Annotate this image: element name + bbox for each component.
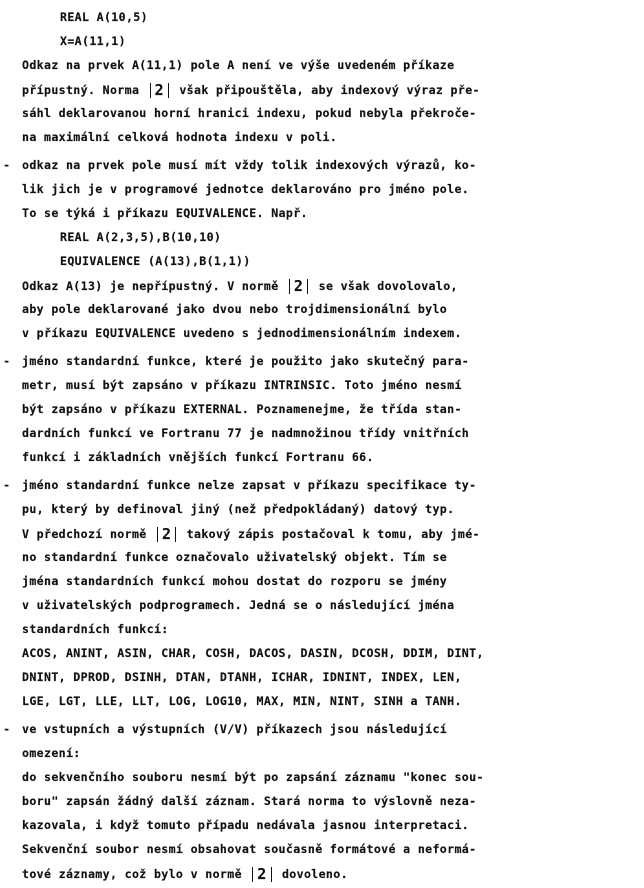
reference-bracket: 2 [150,83,169,98]
code-line: REAL A(2,3,5),B(10,10) [60,230,222,244]
text-line: omezení: [22,746,81,760]
text-line: v příkazu EQUIVALENCE uvedeno s jednodimensionálním indexem. [22,326,462,340]
code-line: EQUIVALENCE (A(13),B(1,1)) [60,254,251,268]
text-line: sáhl deklarovanou horní hranici indexu, pokud nebyla překroče- [22,106,477,120]
text-line: V předchozí normě 2 takový zápis postačoval k tomu, aby jmé- [22,525,480,543]
text-line: kazovala, i když tomuto případu nedávala jasnou interpretaci. [22,818,470,832]
list-dash: - [3,354,11,368]
text-line: v uživatelských podprogramech. Jedná se o následující jména [22,598,455,612]
text-line: odkaz na prvek pole musí mít vždy tolik indexových výrazů, ko- [22,158,477,172]
reference-bracket: 2 [252,867,271,882]
text-line: lik jich je v programové jednotce deklarováno pro jméno pole. [22,182,470,196]
text-line: boru" zapsán žádný další záznam. Stará norma to výslovně neza- [22,794,477,808]
list-dash: - [3,158,11,172]
text-line: metr, musí být zapsáno v příkazu INTRINSIC. Toto jméno nesmí [22,378,462,392]
code-line: X=A(11,1) [60,34,126,48]
text-line: přípustný. Norma 2 však připouštěla, aby indexový výraz pře- [22,81,480,99]
text-line: jméno standardní funkce nelze zapsat v příkazu specifikace ty- [22,478,477,492]
text-line: no standardní funkce označovalo uživatelský objekt. Tím se [22,550,448,564]
text-line: pu, který by definoval jiný (než předpokládaný) datový typ. [22,502,455,516]
function-list-line: ACOS, ANINT, ASIN, CHAR, COSH, DACOS, DASIN, DCOSH, DDIM, DINT, [22,646,484,660]
list-dash: - [3,478,11,492]
text-line: na maximální celková hodnota indexu v poli. [22,130,338,144]
text-line: do sekvenčního souboru nesmí být po zapsání záznamu "konec sou- [22,770,484,784]
reference-bracket: 2 [157,527,176,542]
text-line: Sekvenční soubor nesmí obsahovat současně formátové a neformá- [22,842,477,856]
text-line: ve vstupních a výstupních (V/V) příkazech jsou následující [22,722,448,736]
text-line: aby pole deklarované jako dvou nebo trojdimensionální bylo [22,302,448,316]
function-list-line: DNINT, DPROD, DSINH, DTAN, DTANH, ICHAR, IDNINT, INDEX, LEN, [22,670,462,684]
text-line: dardních funkcí ve Fortranu 77 je nadmnožinou třídy vnitřních [22,426,470,440]
text-line: To se týká i příkazu EQUIVALENCE. Např. [22,206,308,220]
text-line: funkcí i základních vnějších funkcí Fortranu 66. [22,450,374,464]
code-line: REAL A(10,5) [60,10,148,24]
text-line: Odkaz A(13) je nepřípustný. V normě 2 se však dovolovalo, [22,277,458,295]
text-line: jméno standardní funkce, které je použito jako skutečný para- [22,354,470,368]
function-list-line: LGE, LGT, LLE, LLT, LOG, LOG10, MAX, MIN, NINT, SINH a TANH. [22,694,462,708]
text-line: být zapsáno v příkazu EXTERNAL. Poznamenejme, že třída stan- [22,402,462,416]
text-line: Odkaz na prvek A(11,1) pole A není ve výše uvedeném příkaze [22,58,455,72]
text-line: standardních funkcí: [22,622,169,636]
list-dash: - [3,722,11,736]
reference-bracket: 2 [289,279,308,294]
text-line: jména standardních funkcí mohou dostat do rozporu se jmény [22,574,448,588]
text-line: tové záznamy, což bylo v normě 2 dovoleno. [22,865,348,883]
